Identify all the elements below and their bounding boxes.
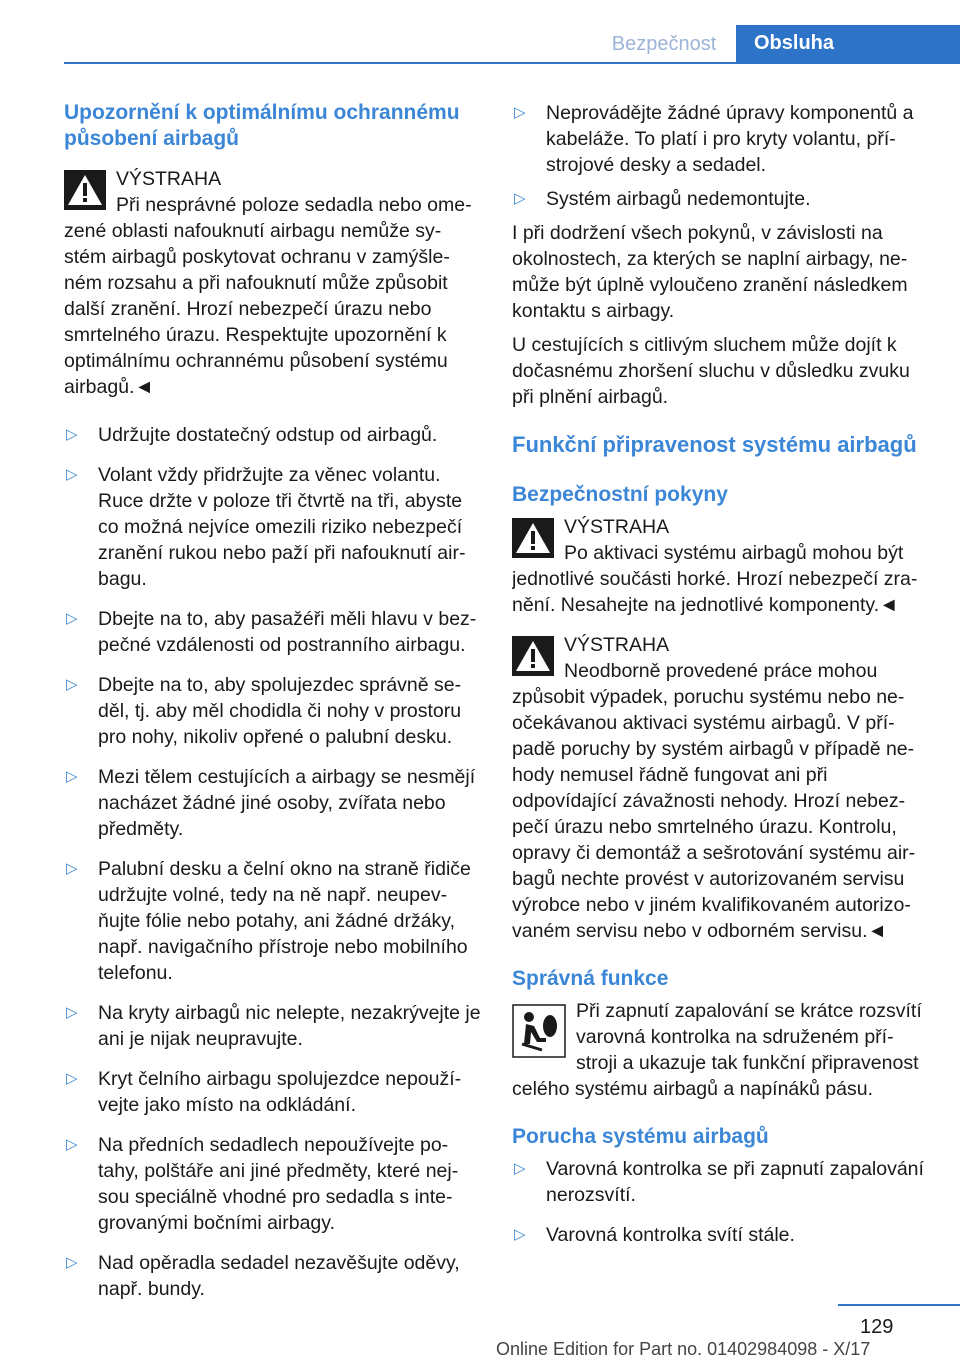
footer-edition: Online Edition for Part no. 01402984098 - X/17	[496, 1339, 871, 1359]
list-item: ▷ Na předních sedadlech nepoužívejte po‐ tahy, polštáře ani jiné předměty, které nej‐ sou speciálně vhodné pro sedadla s inte‐ grovanými bočními airbagy.	[66, 1134, 459, 1234]
triangle-bullet-icon: ▷	[66, 1136, 78, 1153]
heading-safety-notes: Bezpečnostní pokyny	[512, 483, 728, 506]
precaution-list	[64, 422, 484, 1302]
function-block	[512, 998, 928, 1102]
warning-block-hot-parts	[512, 514, 928, 618]
triangle-bullet-icon: ▷	[66, 610, 78, 627]
list-item: ▷ Volant vždy přidržujte za věnec volantu. Ruce držte v poloze tři čtvrtě na tři, abyste co možná nejvíce omezili riziko nebezpečí zranění rukou nebo paží při nafouknutí air‐ bagu.	[66, 464, 466, 590]
tab-obsluha[interactable]: Obsluha	[736, 25, 960, 63]
triangle-bullet-icon: ▷	[66, 1070, 78, 1087]
list-item: ▷ Nad opěradla sedadel nezavěšujte oděvy, např. bundy.	[66, 1252, 460, 1300]
warning-triangle-icon	[512, 636, 554, 676]
warning-title: VÝSTRAHA	[116, 168, 222, 190]
list-item: ▷ Udržujte dostatečný odstup od airbagů.	[66, 424, 438, 446]
paragraph-injury-note: I při dodržení všech pokynů, v závislosti na okolnostech, za kterých se naplní airbagy, ne‐ může být úplně vyloučeno zranění následkem kontaktu s airbagy.	[512, 222, 908, 322]
footer-rule	[838, 1304, 960, 1306]
warning-block-improper-work	[512, 632, 928, 944]
warning-triangle-icon	[512, 518, 554, 558]
warning-triangle-icon	[64, 170, 106, 210]
tab-bezpecnost[interactable]: Bezpečnost	[611, 33, 717, 55]
warning-text: Při nesprávné poloze sedadla nebo ome‐ zené oblasti nafouknutí airbagu nemůže sy‐ stém airbagů poskytovat ochranu v zamýšle‐ ném rozsahu a při nafouknutí může způsobit další zranění. Hrozí nebezpečí úrazu nebo smrtelného úrazu. Respektujte upozornění k optimálnímu ochrannému působení systému airbagů.◄	[64, 194, 472, 398]
triangle-bullet-icon: ▷	[66, 1004, 78, 1021]
triangle-bullet-icon: ▷	[514, 1226, 526, 1243]
triangle-bullet-icon: ▷	[66, 676, 78, 693]
section-heading-airbag-protection: Upozornění k optimálnímu ochrannému působení airbagů	[64, 101, 460, 150]
list-item: ▷ Systém airbagů nedemontujte.	[514, 188, 811, 210]
airbag-warning-lamp-icon	[512, 1004, 566, 1058]
triangle-bullet-icon: ▷	[514, 190, 526, 207]
heading-airbag-readiness: Funkční připravenost systému airbagů	[512, 432, 917, 457]
triangle-bullet-icon: ▷	[514, 1160, 526, 1177]
page-number: 129	[860, 1316, 894, 1338]
warning-text: Po aktivaci systému airbagů mohou být jednotlivé součásti horké. Hrozí nebezpečí zra‐ nění. Nesahejte na jednotlivé komponenty.◄	[512, 542, 918, 616]
triangle-bullet-icon: ▷	[514, 104, 526, 121]
fault-list	[512, 1156, 928, 1248]
header-rule	[64, 62, 960, 64]
precaution-list-continued	[512, 100, 928, 212]
triangle-bullet-icon: ▷	[66, 1254, 78, 1271]
list-item: ▷ Neprovádějte žádné úpravy komponentů a kabeláže. To platí i pro kryty volantu, pří‐ strojové desky a sedadel.	[514, 102, 914, 176]
list-item: ▷ Na kryty airbagů nic nelepte, nezakrývejte je ani je nijak neupravujte.	[66, 1002, 481, 1050]
heading-correct-function: Správná funkce	[512, 967, 669, 990]
left-column	[64, 100, 484, 1302]
list-item: ▷ Mezi tělem cestujících a airbagy se nesmějí nacházet žádné jiné osoby, zvířata nebo předměty.	[66, 766, 476, 840]
paragraph-hearing-note: U cestujících s citlivým sluchem může dojít k dočasnému zhoršení sluchu v důsledku zvuku při plnění airbagů.	[512, 334, 910, 408]
triangle-bullet-icon: ▷	[66, 466, 78, 483]
list-item: ▷ Palubní desku a čelní okno na straně řidiče udržujte volné, tedy na ně např. neupev‐ ňujte fólie nebo potahy, ani žádné držáky, např. navigačního přístroje nebo mobilního telefonu.	[66, 858, 471, 984]
function-text: Při zapnutí zapalování se krátce rozsvítí varovná kontrolka na sdruženém pří‐ stroji a ukazuje tak funkční připravenost celého systému airbagů a napínáků pásu.	[512, 1000, 922, 1100]
list-item: ▷ Varovná kontrolka svítí stále.	[514, 1224, 795, 1246]
warning-block	[64, 166, 484, 400]
list-item: ▷ Kryt čelního airbagu spolujezdce nepouží‐ vejte jako místo na odkládání.	[66, 1068, 462, 1116]
list-item: ▷ Varovná kontrolka se při zapnutí zapalování nerozsvítí.	[514, 1158, 924, 1206]
warning-title: VÝSTRAHA	[564, 634, 670, 656]
triangle-bullet-icon: ▷	[66, 426, 78, 443]
right-column	[512, 100, 928, 1248]
warning-title: VÝSTRAHA	[564, 516, 670, 538]
list-item: ▷ Dbejte na to, aby pasažéři měli hlavu v bez‐ pečné vzdálenosti od postranního airbagu.	[66, 608, 477, 656]
list-item: ▷ Dbejte na to, aby spolujezdec správně se‐ děl, tj. aby měl chodidla či nohy v prostoru pro nohy, nikoliv opřené o palubní desku.	[66, 674, 462, 748]
triangle-bullet-icon: ▷	[66, 768, 78, 785]
heading-airbag-fault: Porucha systému airbagů	[512, 1125, 769, 1148]
triangle-bullet-icon: ▷	[66, 860, 78, 877]
warning-text: Neodborně provedené práce mohou způsobit výpadek, poruchu systému nebo ne‐ očekávanou aktivaci systému airbagů. V pří‐ padě poruchy by systém airbagů v případě ne‐ hody nemusel řádně fungovat ani při odpovídající závažnosti nehody. Hrozí nebez‐ pečí úrazu nebo smrtelného úrazu. Kontrolu, opravy či demontáž a sešrotování systému air‐ bagů nechte provést v autorizovaném servisu výrobce nebo v jiném kvalifikovaném autorizo‐ vaném servisu nebo v odborném servisu.◄	[512, 660, 916, 942]
